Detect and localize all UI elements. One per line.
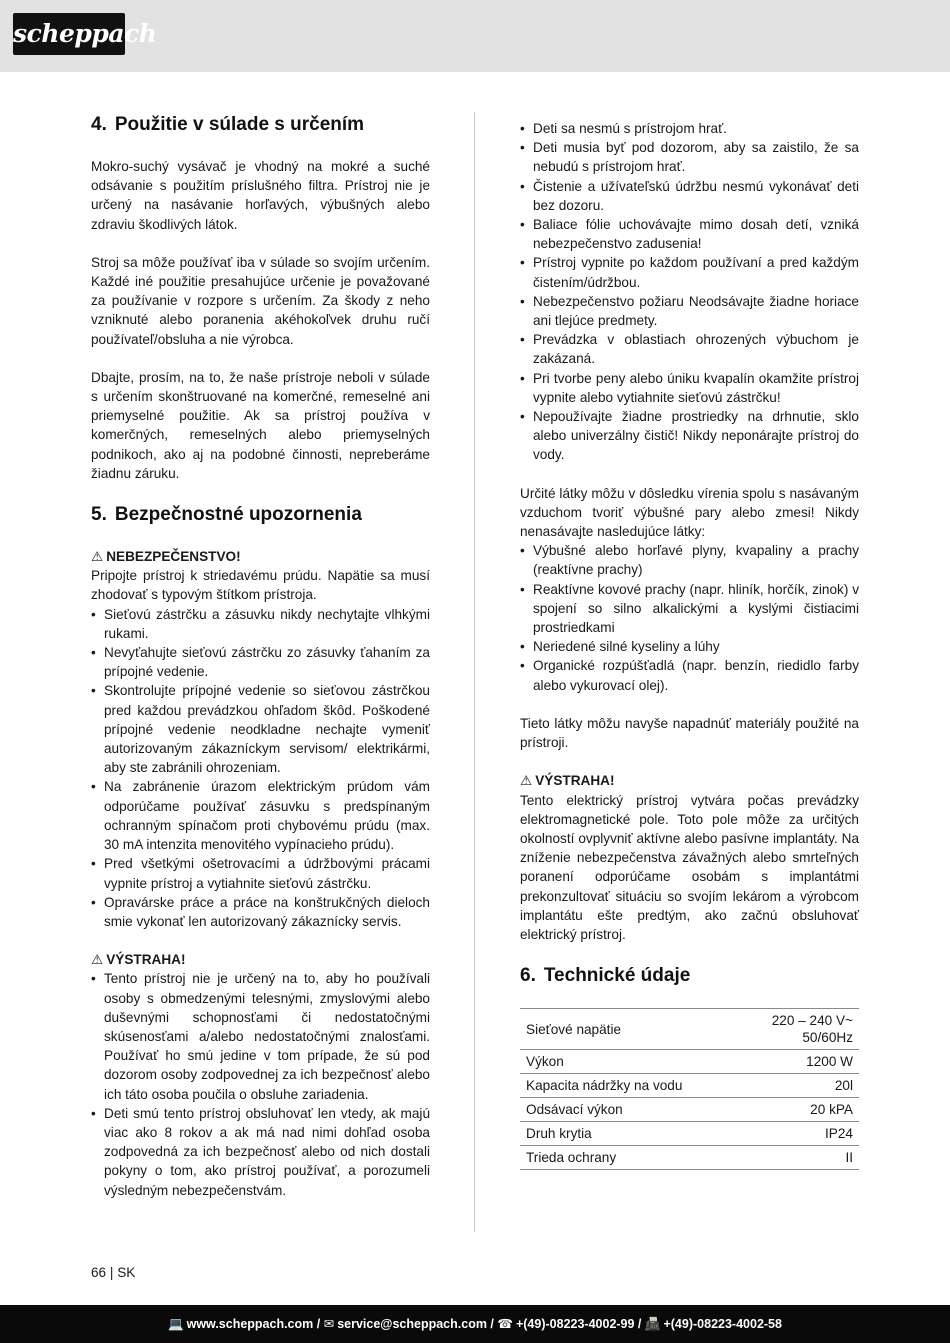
list-item: • Nepoužívajte žiadne prostriedky na drhnutie, sklo alebo univerzálny čistič! Nikdy neponárajte prístroj do vody.	[520, 407, 859, 465]
page-header	[0, 0, 950, 72]
list-item: • Na zabránenie úrazom elektrickým prúdom vám odporúčame používať zásuvku s predspínaným ochranným spínačom proti chybovému prúdu (max. 30 mA intenzita menovitého vypínacieho prúdu).	[91, 777, 430, 854]
computer-icon: 💻	[168, 1317, 184, 1331]
section-6-heading: 6. Technické údaje	[520, 965, 691, 987]
table-cell-value: 1200 W	[747, 1050, 859, 1074]
list-item: • Deti sa nesmú s prístrojom hrať.	[520, 119, 859, 138]
list-item: • Baliace fólie uchovávajte mimo dosah detí, vzniká nebezpečenstvo zadusenia!	[520, 215, 859, 253]
list-item: • Neriedené silné kyseliny a lúhy	[520, 637, 859, 656]
list-item: • Pred všetkými ošetrovacími a údržbovými prácami vypnite prístroj a vytiahnite sieťovú zástrčku.	[91, 854, 430, 892]
paragraph: Tieto látky môžu navyše napadnúť materiály použité na prístroji.	[520, 715, 859, 751]
paragraph: Dbajte, prosím, na to, že naše prístroje neboli v súlade s určením skonštruované na komerčné, remeselné ani priemyselné použitie. Ak sa prístroj používa v komerčných, remeselných alebo priemyselných podnikoch, ako aj na podobné činnosti, nepreberáme žiadnu záruku.	[91, 369, 430, 481]
table-row	[520, 1122, 859, 1146]
table-row	[520, 1074, 859, 1098]
website-link[interactable]: www.scheppach.com /	[186, 1317, 321, 1331]
mail-icon: ✉	[323, 1317, 335, 1331]
table-cell-label: Výkon	[520, 1050, 747, 1074]
list-item: • Deti smú tento prístroj obsluhovať len vtedy, ak majú viac ako 8 rokov a ak má nad nimi dohľad osoba zodpovedná za ich bezpečnosť alebo od nich dostali pokyny o tom, ako prístroj používať, a porozumeli výsledným nebezpečenstvám.	[91, 1104, 430, 1200]
section-4-heading: 4. Použitie v súlade s určením	[91, 114, 365, 135]
email-link[interactable]: service@scheppach.com /	[337, 1317, 494, 1331]
table-row	[520, 1009, 859, 1050]
list-item: • Organické rozpúšťadlá (napr. benzín, riedidlo farby alebo vykurovací olej).	[520, 656, 859, 694]
table-cell-value: 220 – 240 V~ 50/60Hz	[747, 1009, 859, 1050]
fax-icon: 📠	[644, 1317, 661, 1331]
table-cell-value: II	[747, 1146, 859, 1170]
list-item: • Deti musia byť pod dozorom, aby sa zaistilo, že sa nebudú s prístrojom hrať.	[520, 138, 859, 176]
warning-triangle-icon: ⚠	[91, 952, 104, 968]
danger-heading: ⚠ NEBEZPEČENSTVO!	[91, 549, 241, 565]
table-cell-value: 20 kPA	[747, 1098, 859, 1122]
table-row	[520, 1146, 859, 1170]
warning-triangle-icon: ⚠	[91, 549, 104, 565]
right-column	[520, 119, 859, 1170]
table-row	[520, 1050, 859, 1074]
phone-icon: ☎	[497, 1317, 513, 1331]
list-item: • Skontrolujte prípojné vedenie so sieťovou zástrčkou pred každou prevádzkou ohľadom škôd. Poškodené prípojné vedenie neodkladne nechajte vymeniť autorizovaným zákazníckym servisom/ elektrikármi, aby ste zabránili ohrozeniam.	[91, 681, 430, 777]
list-item: • Sieťovú zástrčku a zásuvku nikdy nechytajte vlhkými rukami.	[91, 605, 430, 643]
left-column	[91, 112, 430, 1200]
warning-triangle-icon: ⚠	[520, 773, 533, 789]
table-cell-label: Trieda ochrany	[520, 1146, 747, 1170]
paragraph: Stroj sa môže používať iba v súlade so svojím určením. Každé iné použitie presahujúce určenie je považované za používanie v rozpore s určením. Za škody z neho vzniknuté alebo poranenia akéhokoľvek druhu ručí používateľ/obsluha a nie výrobca.	[91, 254, 430, 347]
children-safety-list	[520, 119, 859, 465]
list-item: • Nevyťahujte sieťovú zástrčku zo zásuvky ťahaním za prípojné vedenie.	[91, 643, 430, 681]
warning-heading: ⚠ VÝSTRAHA!	[520, 773, 615, 789]
fax-number: +(49)-08223-4002-58	[663, 1317, 782, 1331]
substances-list	[520, 541, 859, 695]
list-item: • Prístroj vypnite po každom používaní a pred každým čistením/údržbou.	[520, 253, 859, 291]
table-cell-label: Sieťové napätie	[520, 1009, 747, 1050]
page-footer	[0, 1305, 950, 1343]
paragraph: Určité látky môžu v dôsledku vírenia spolu s nasávaným vzduchom tvoriť výbušné pary alebo zmesi! Nikdy nenasávajte nasledujúce látky:	[520, 485, 859, 540]
list-item: • Reaktívne kovové prachy (napr. hliník, horčík, zinok) v spojení so silno alkalickými a kyslými čistiacimi prostriedkami	[520, 580, 859, 638]
warning-list	[91, 969, 430, 1199]
table-cell-label: Kapacita nádržky na vodu	[520, 1074, 747, 1098]
list-item: • Prevádzka v oblastiach ohrozených výbuchom je zakázaná.	[520, 330, 859, 368]
list-item: • Tento prístroj nie je určený na to, aby ho používali osoby s obmedzenými telesnými, zmyslovými alebo duševnými schopnosťami či nedostatočnými skúsenosťami a/alebo nedostatočnými znalosťami. Používať ho smú jedine v tom prípade, že sú pod dozorom osoby zodpovednej za ich bezpečnosť alebo ich táto osoba poučila o obsluhe zariadenia.	[91, 969, 430, 1103]
table-cell-value: 20l	[747, 1074, 859, 1098]
table-cell-value: IP24	[747, 1122, 859, 1146]
list-item: • Čistenie a užívateľskú údržbu nesmú vykonávať deti bez dozoru.	[520, 177, 859, 215]
list-item: • Opravárske práce a práce na konštrukčných dieloch smie vykonať len autorizovaný zákaznícky servis.	[91, 893, 430, 931]
list-item: • Výbušné alebo horľavé plyny, kvapaliny a prachy (reaktívne prachy)	[520, 541, 859, 579]
technical-data-table	[520, 1008, 859, 1170]
section-5-heading: 5. Bezpečnostné upozornenia	[91, 504, 362, 526]
paragraph: Mokro-suchý vysávač je vhodný na mokré a suché odsávanie s použitím príslušného filtra. Prístroj nie je určený na nasávanie horľavých, výbušných alebo zdraviu škodlivých látok.	[91, 159, 430, 232]
list-item: • Pri tvorbe peny alebo úniku kvapalín okamžite prístroj vypnite alebo vytiahnite sieťovú zástrčku!	[520, 369, 859, 407]
phone-number: +(49)-08223-4002-99 /	[515, 1317, 642, 1331]
warning-heading: ⚠ VÝSTRAHA!	[91, 952, 186, 968]
table-row	[520, 1098, 859, 1122]
table-cell-label: Odsávací výkon	[520, 1098, 747, 1122]
table-cell-label: Druh krytia	[520, 1122, 747, 1146]
page-number: 66 | SK	[91, 1265, 136, 1280]
paragraph: Pripojte prístroj k striedavému prúdu. Napätie sa musí zhodovať s typovým štítkom prístroja.	[91, 568, 430, 603]
list-item: • Nebezpečenstvo požiaru Neodsávajte žiadne horiace ani tlejúce predmety.	[520, 292, 859, 330]
paragraph: Tento elektrický prístroj vytvára počas prevádzky elektromagnetické pole. Toto pole môže za určitých okolností ovplyvniť aktívne alebo pasívne implantáty. Na zníženie nebezpečenstva závažných alebo smrteľných poranení odporúčame osobám s implantátmi prekonzultovať situáciu so svojím lekárom a výrobcom implantátu ešte predtým, ako začnú obsluhovať elektrický prístroj.	[520, 792, 859, 942]
column-divider	[474, 112, 475, 1232]
danger-list	[91, 605, 430, 931]
scheppach-logo: scheppach	[13, 13, 125, 55]
